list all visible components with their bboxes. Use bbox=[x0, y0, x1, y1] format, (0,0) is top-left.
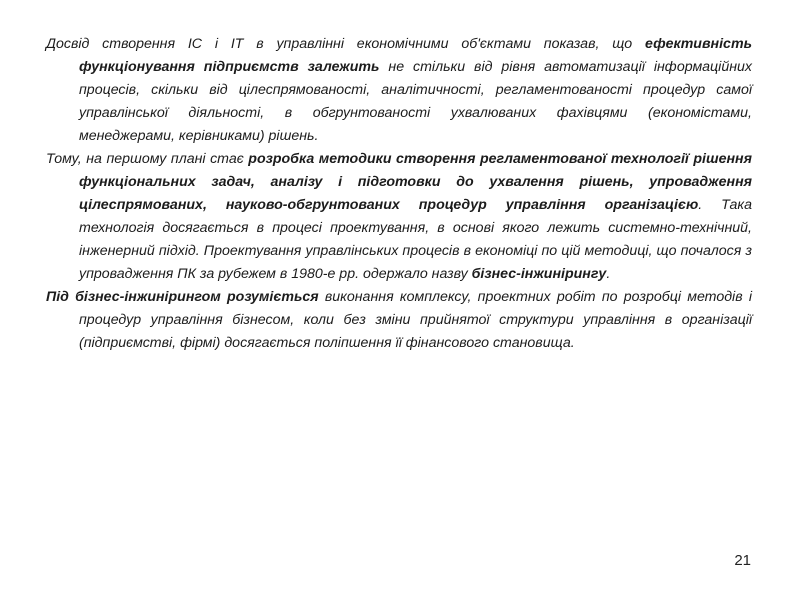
paragraph-2-text: Тому, на першому плані стає bbox=[46, 151, 249, 167]
page-number: 21 bbox=[734, 552, 751, 569]
paragraph-1-text-end: не стільки від рівня автоматизації інформаційних процесів, скільки від цілеспрямованості, аналітичності, регламентованості процедур самої управлінської діяльності, в обгрунтованості ухвалюваних фахівцями (економістами, менеджерами, керівниками) рішень. bbox=[79, 59, 753, 144]
paragraph-3 bbox=[46, 286, 752, 355]
paragraph-2 bbox=[46, 148, 752, 286]
paragraph-1 bbox=[46, 33, 752, 148]
paragraph-1-text: Досвід створення ІС і ІТ в управлінні економічними об'єктами показав, що bbox=[46, 36, 645, 52]
paragraph-2-term: бізнес-інжинірингу bbox=[471, 266, 607, 282]
paragraph-1-emphasis: ефективність функціонування підприємств залежить bbox=[79, 36, 752, 75]
paragraph-3-emphasis: Під бізнес-інжинірингом розуміється bbox=[46, 289, 319, 305]
slide-text-body bbox=[46, 33, 752, 355]
paragraph-2-text-middle: . Така технологія досягається в процесі проектування, в основі якого лежить системно-технічний, інженерний підхід. Проектування управлінських процесів в економіці по цій методиці, що почалося з упровадження ПК за рубежем в 1980-е рр. одержало назву bbox=[79, 197, 752, 282]
paragraph-2-emphasis: розробка методики створення регламентованої технології рішення функціональних задач, аналізу і підготовки до ухвалення рішень, упровадження цілеспрямованих, науково-обгрунтованих процедур управління організацією bbox=[79, 151, 752, 213]
paragraph-3-text: виконання комплексу, проектних робіт по розробці методів і процедур управління бізнесом, коли без зміни прийнятої структури управління в організації (підприємстві, фірмі) досягається поліпшення її фінансового становища. bbox=[79, 289, 752, 351]
paragraph-2-text-end: . bbox=[606, 266, 611, 282]
